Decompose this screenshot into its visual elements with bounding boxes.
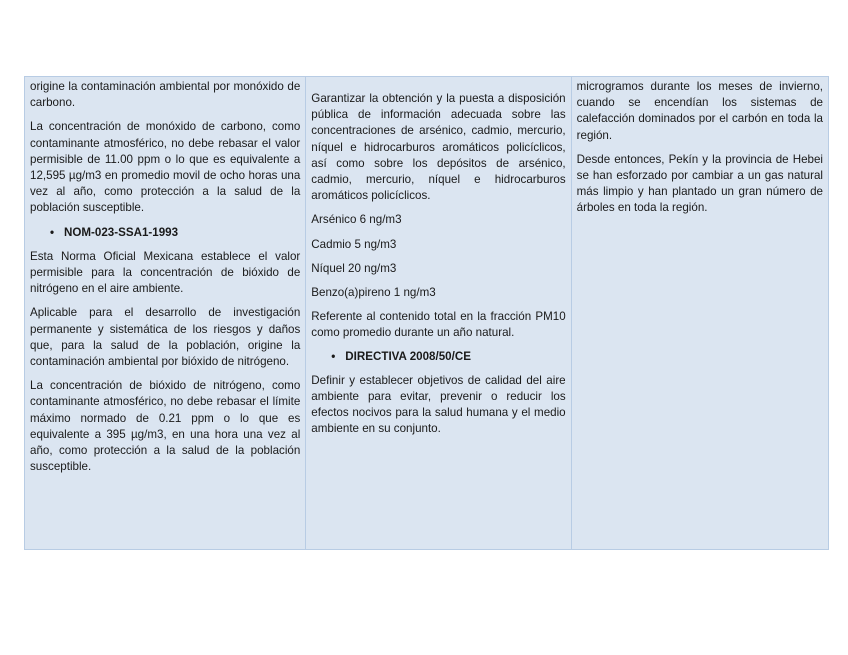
bullet-icon: • bbox=[331, 349, 336, 363]
table-column-1 bbox=[25, 77, 305, 549]
limit-value: Cadmio 5 ng/m3 bbox=[311, 237, 397, 251]
paragraph: Garantizar la obtención y la puesta a disposición pública de información adecuada sobre las concentraciones de arsénico, cadmio, mercurio, níquel e hidrocarburos aromáticos policíclicos, así como sobre los depósitos de arsénico, cadmio, mercurio, níquel e hidrocarburos aromáticos policíclicos. bbox=[311, 92, 566, 203]
bullet-label: DIRECTIVA 2008/50/CE bbox=[345, 349, 471, 363]
limit-value: Benzo(a)pireno 1 ng/m3 bbox=[311, 286, 436, 300]
paragraph: microgramos durante los meses de invierno, cuando se encendían los sistemas de calefacción dominados por el carbón en toda la región. bbox=[576, 80, 823, 142]
bullet-label: NOM-023-SSA1-1993 bbox=[64, 225, 179, 239]
bullet-icon: • bbox=[50, 225, 55, 239]
paragraph: La concentración de monóxido de carbono, como contaminante atmosférico, no debe rebasar el valor permisible de 11.00 ppm o lo que es equivalente a 12,595 µg/m3 en promedio movil de ocho horas una vez al año, como protección a la salud de la población susceptible. bbox=[30, 120, 301, 215]
paragraph: origine la contaminación ambiental por monóxido de carbono. bbox=[30, 80, 301, 110]
paragraph: Referente al contenido total en la fracción PM10 como promedio durante un año natural. bbox=[311, 310, 566, 340]
paragraph: Definir y establecer objetivos de calidad del aire ambiente para evitar, prevenir o reducir los efectos nocivos para la salud humana y el medio ambiente en su conjunto. bbox=[311, 373, 566, 436]
bullet-item bbox=[331, 349, 565, 365]
limit-value: Arsénico 6 ng/m3 bbox=[311, 213, 402, 227]
paragraph: Desde entonces, Pekín y la provincia de Hebei se han esforzado por cambiar a un gas natural más limpio y han plantado un gran número de árboles en toda la región. bbox=[576, 152, 823, 215]
document-table bbox=[24, 76, 829, 550]
paragraph: Esta Norma Oficial Mexicana establece el valor permisible para la concentración de bióxido de nitrógeno en el aire ambiente. bbox=[30, 249, 301, 296]
limit-value: Níquel 20 ng/m3 bbox=[311, 261, 397, 275]
paragraph: Aplicable para el desarrollo de investigación permanente y sistemática de los riesgos y daños que, para la salud de la población, origine la contaminación ambiental por bióxido de nitrógeno. bbox=[30, 306, 301, 369]
bullet-item bbox=[50, 225, 300, 241]
bullet-list bbox=[311, 349, 565, 365]
bullet-list bbox=[30, 225, 300, 241]
paragraph: La concentración de bióxido de nitrógeno, como contaminante atmosférico, no debe rebasar el límite máximo normado de 0.21 ppm o lo que es equivalente a 395 µg/m3, en una hora una vez al año, como protección a la salud de la población susceptible. bbox=[30, 379, 301, 474]
table-column-3 bbox=[571, 77, 828, 549]
table-column-2 bbox=[305, 77, 570, 549]
